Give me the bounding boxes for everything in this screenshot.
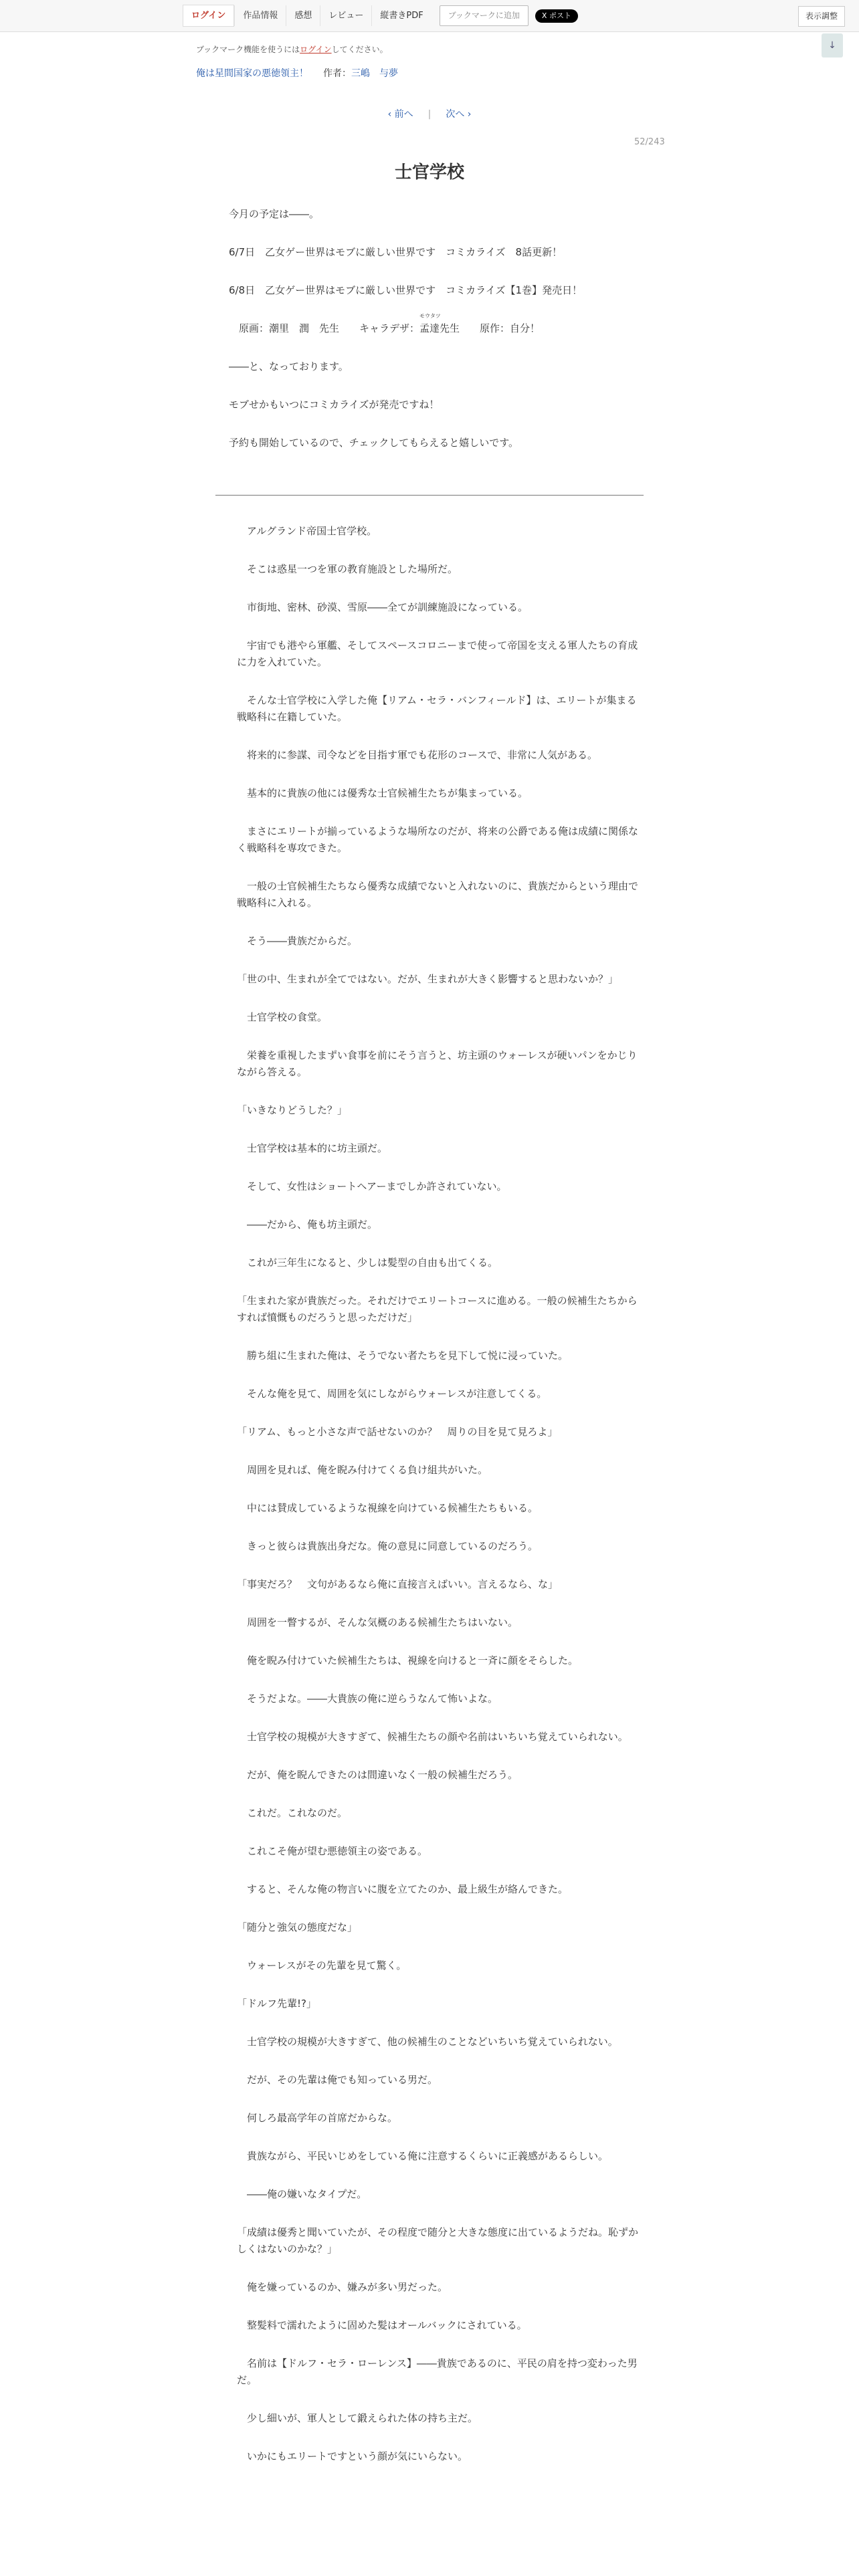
story-paragraph: 「生まれた家が貴族だった。それだけでエリートコースに進める。一般の候補生たちからすれば憤慨ものだろうと思っただけだ」 <box>237 1295 638 1323</box>
main-nav <box>183 5 578 26</box>
bookmark-login-notice <box>196 43 388 55</box>
story-paragraph: 士官学校は基本的に坊主頭だ。 <box>237 1142 388 1154</box>
ruby-reading: モウタツ <box>419 313 441 319</box>
chapter-pager <box>0 107 859 120</box>
display-settings-button[interactable]: 表示調整 <box>798 6 845 27</box>
scroll-down-icon[interactable]: ↓ <box>822 33 843 58</box>
story-paragraph: そう――貴族だからだ。 <box>237 935 358 947</box>
story-paragraph: アルグランド帝国士官学校。 <box>237 525 377 537</box>
story-paragraph: 俺を睨み付けていた候補生たちは、視線を向けると一斉に顔をそらした。 <box>237 1654 579 1667</box>
login-link[interactable]: ログイン <box>183 5 234 27</box>
vertical-pdf-link[interactable]: 縦書きPDF <box>371 5 431 26</box>
pager-divider: | <box>427 109 432 120</box>
preface-line <box>229 313 644 337</box>
story-paragraph: これこそ俺が望む悪徳領主の姿である。 <box>237 1845 428 1857</box>
story-paragraph: 一般の士官候補生たちなら優秀な成績でないと入れないのに、貴族だからという理由で戦略科に入れる。 <box>237 880 639 909</box>
story-paragraph: 「いきなりどうした？」 <box>237 1104 348 1116</box>
notice-login-link[interactable]: ログイン <box>300 45 332 54</box>
story-paragraph: すると、そんな俺の物言いに腹を立てたのか、最上級生が絡んできた。 <box>237 1883 569 1895</box>
add-bookmark-button[interactable]: ブックマークに追加 <box>440 5 529 26</box>
story-paragraph: 市街地、密林、砂漠、雪原――全てが訓練施設になっている。 <box>237 601 529 613</box>
preface-credit-a: 原画：潮里 潤 先生 キャラデザ： <box>229 322 420 334</box>
story-body <box>237 523 638 2486</box>
story-paragraph: きっと彼らは貴族出身だな。俺の意見に同意しているのだろう。 <box>237 1540 539 1552</box>
preface-line: 6/7日 乙女ゲー世界はモブに厳しい世界です コミカライズ 8話更新！ <box>229 246 563 258</box>
story-paragraph: 将来的に参謀、司令などを目指す軍でも花形のコースで、非常に人気がある。 <box>237 749 597 761</box>
story-paragraph: ウォーレスがその先輩を見て驚く。 <box>237 1959 407 1971</box>
story-paragraph: 「事実だろ？ 文句があるなら俺に直接言えばいい。言えるなら、な」 <box>237 1578 559 1590</box>
story-paragraph: 「随分と強気の態度だな」 <box>237 1921 358 1933</box>
story-paragraph: 「ドルフ先輩!?」 <box>237 1998 316 2010</box>
author-link[interactable]: 三嶋 与夢 <box>351 68 398 79</box>
review-link[interactable]: レビュー <box>320 5 371 26</box>
notice-suffix: してください。 <box>331 45 388 54</box>
story-paragraph: 何しろ最高学年の首席だからな。 <box>237 2112 398 2124</box>
ruby-base: 孟達 <box>419 322 440 334</box>
prev-chapter-link[interactable]: ‹ 前へ <box>387 109 413 120</box>
story-paragraph: これが三年生になると、少しは髪型の自由も出てくる。 <box>237 1257 498 1269</box>
top-navigation-bar <box>0 0 859 32</box>
preface-line: 今月の予定は――。 <box>229 208 320 220</box>
story-paragraph: ――だから、俺も坊主頭だ。 <box>237 1218 378 1230</box>
story-paragraph: 勝ち組に生まれた俺は、そうでない者たちを見下して悦に浸っていた。 <box>237 1350 569 1362</box>
preface-divider <box>215 495 644 496</box>
author-preface <box>229 206 644 473</box>
story-paragraph: そんな士官学校に入学した俺【リアム・セラ・バンフィールド】は、エリートが集まる戦略科に在籍していた。 <box>237 694 637 723</box>
next-chapter-link[interactable]: 次へ › <box>446 109 472 120</box>
series-info <box>196 66 398 80</box>
story-paragraph: 周囲を見れば、俺を睨み付けてくる負け組共がいた。 <box>237 1464 488 1476</box>
preface-line: モブせかもいつにコミカライズが発売ですね！ <box>229 399 440 411</box>
x-post-button[interactable]: X ポスト <box>535 9 578 23</box>
works-info-link[interactable]: 作品情報 <box>234 5 286 26</box>
story-paragraph: 周囲を一瞥するが、そんな気概のある候補生たちはいない。 <box>237 1616 518 1628</box>
chapter-title: 士官学校 <box>394 163 464 183</box>
story-paragraph: 栄養を重視したまずい食事を前にそう言うと、坊主頭のウォーレスが硬いパンをかじりながら答える。 <box>237 1049 638 1078</box>
preface-line: 6/8日 乙女ゲー世界はモブに厳しい世界です コミカライズ【1巻】発売日！ <box>229 284 583 296</box>
story-paragraph: 「リアム、もっと小さな声で話せないのか？ 周りの目を見て見ろよ」 <box>237 1426 558 1438</box>
story-paragraph: これだ。これなのだ。 <box>237 1807 348 1819</box>
story-paragraph: まさにエリートが揃っているような場所なのだが、将来の公爵である俺は成績に関係なく戦略科を専攻できた。 <box>237 825 639 854</box>
story-paragraph: 貴族ながら、平民いじめをしている俺に注意するくらいに正義感があるらしい。 <box>237 2150 609 2162</box>
story-paragraph: そこは惑星一つを軍の教育施設とした場所だ。 <box>237 563 458 575</box>
story-paragraph: だが、その先輩は俺でも知っている男だ。 <box>237 2074 438 2086</box>
story-paragraph: ――俺の嫌いなタイプだ。 <box>237 2188 367 2200</box>
story-paragraph: 整髪料で濡れたように固めた髪はオールバックにされている。 <box>237 2319 527 2331</box>
author-label: 作者： <box>323 68 351 79</box>
story-paragraph: そして、女性はショートヘアーまでしか許されていない。 <box>237 1180 507 1192</box>
story-paragraph: 基本的に貴族の他には優秀な士官候補生たちが集まっている。 <box>237 787 529 799</box>
story-paragraph: だが、俺を睨んできたのは間違いなく一般の候補生だろう。 <box>237 1769 518 1781</box>
chapter-counter: 52/243 <box>634 137 665 147</box>
story-paragraph: 士官学校の規模が大きすぎて、候補生たちの顔や名前はいちいち覚えていられない。 <box>237 1731 628 1743</box>
story-paragraph: 名前は【ドルフ・セラ・ローレンス】――貴族であるのに、平民の肩を持つ変わった男だ。 <box>237 2357 638 2386</box>
story-paragraph: 士官学校の食堂。 <box>237 1011 328 1023</box>
story-paragraph: 少し細いが、軍人として鍛えられた体の持ち主だ。 <box>237 2412 478 2424</box>
series-title-link[interactable]: 俺は星間国家の悪徳領主！ <box>196 68 308 79</box>
preface-credit-b: 先生 原作：自分！ <box>440 322 541 334</box>
preface-line: ――と、なっております。 <box>229 360 349 372</box>
ruby-name <box>419 313 441 337</box>
story-paragraph: 俺を嫌っているのか、嫌みが多い男だった。 <box>237 2281 448 2293</box>
story-paragraph: いかにもエリートですという顔が気にいらない。 <box>237 2450 468 2462</box>
story-paragraph: 中には賛成しているような視線を向けている候補生たちもいる。 <box>237 1502 539 1514</box>
impressions-link[interactable]: 感想 <box>286 5 320 26</box>
story-paragraph: そうだよな。――大貴族の俺に逆らうなんて怖いよな。 <box>237 1693 498 1705</box>
story-paragraph: 士官学校の規模が大きすぎて、他の候補生のことなどいちいち覚えていられない。 <box>237 2036 618 2048</box>
story-paragraph: そんな俺を見て、周囲を気にしながらウォーレスが注意してくる。 <box>237 1388 547 1400</box>
story-paragraph: 「成績は優秀と聞いていたが、その程度で随分と大きな態度に出ているようだね。恥ずかしくはないのかな？」 <box>237 2226 639 2255</box>
preface-line: 予約も開始しているので、チェックしてもらえると嬉しいです。 <box>229 437 519 449</box>
story-paragraph: 「世の中、生まれが全てではない。だが、生まれが大きく影響すると思わないか？」 <box>237 973 619 985</box>
notice-prefix: ブックマーク機能を使うには <box>196 45 300 54</box>
story-paragraph: 宇宙でも港やら軍艦、そしてスペースコロニーまで使って帝国を支える軍人たちの育成に力を入れていた。 <box>237 639 638 668</box>
